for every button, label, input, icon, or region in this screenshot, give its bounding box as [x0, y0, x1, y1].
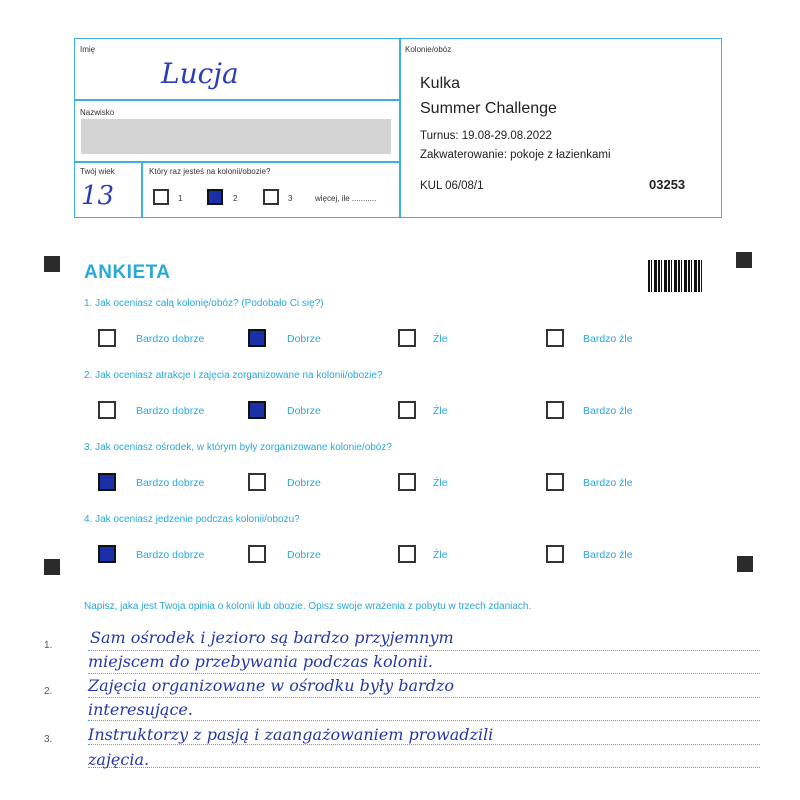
name-label: Imię: [80, 45, 96, 54]
times-option-2: 2: [233, 194, 238, 203]
times-checkbox-2[interactable]: [207, 189, 223, 205]
camp-code: KUL 06/08/1: [420, 180, 484, 192]
question-1-option-3: Źle: [433, 333, 448, 345]
header-divider-2: [75, 161, 399, 163]
answer-line-6: [88, 767, 760, 768]
barcode-icon: [648, 260, 704, 292]
turnus-value: 19.08-29.08.2022: [461, 130, 552, 142]
question-1-checkbox-2[interactable]: [248, 329, 266, 347]
header-box: [74, 38, 722, 218]
question-3-checkbox-2[interactable]: [248, 473, 266, 491]
question-4-option-4: Bardzo źle: [583, 549, 633, 561]
name-value[interactable]: Lucja: [161, 57, 239, 90]
camp-title: Summer Challenge: [420, 100, 557, 117]
camp-name: Kulka: [420, 75, 461, 92]
opinion-number-3: 3.: [44, 734, 53, 745]
question-4-checkbox-4[interactable]: [546, 545, 564, 563]
question-3-checkbox-1[interactable]: [98, 473, 116, 491]
question-3-option-3: Źle: [433, 477, 448, 489]
answer-text-4[interactable]: interesujące.: [88, 700, 193, 719]
form-number: 03253: [649, 177, 686, 192]
question-1-text: 1. Jak oceniasz całą kolonię/obóz? (Podobało Ci się?): [84, 298, 324, 309]
opinion-number-1: 1.: [44, 640, 53, 651]
answer-text-6[interactable]: zajęcia.: [88, 750, 150, 769]
question-1-checkbox-3[interactable]: [398, 329, 416, 347]
question-3-option-2: Dobrze: [287, 477, 321, 489]
answer-line-5: [88, 744, 760, 745]
question-1-option-1: Bardzo dobrze: [136, 333, 205, 345]
times-checkbox-1[interactable]: [153, 189, 169, 205]
question-4-checkbox-3[interactable]: [398, 545, 416, 563]
question-2-option-4: Bardzo źle: [583, 405, 633, 417]
answer-text-3[interactable]: Zajęcia organizowane w ośrodku były bardzo: [88, 676, 454, 695]
question-2-option-2: Dobrze: [287, 405, 321, 417]
question-2-checkbox-3[interactable]: [398, 401, 416, 419]
registration-marker-bottom-right: [737, 556, 753, 572]
times-checkbox-3[interactable]: [263, 189, 279, 205]
answer-line-1: [88, 650, 760, 651]
registration-marker-top-left: [44, 256, 60, 272]
accommodation-row: [420, 149, 611, 161]
registration-marker-top-right: [736, 252, 752, 268]
header-divider-1: [75, 99, 399, 101]
question-1-checkbox-4[interactable]: [546, 329, 564, 347]
answer-line-3: [88, 697, 760, 698]
question-4-option-2: Dobrze: [287, 549, 321, 561]
question-2-checkbox-1[interactable]: [98, 401, 116, 419]
surname-label: Nazwisko: [80, 108, 115, 117]
camp-label: Kolonie/obóz: [405, 45, 452, 54]
question-4-text: 4. Jak oceniasz jedzenie podczas kolonii/obozu?: [84, 514, 300, 525]
registration-marker-bottom-left: [44, 559, 60, 575]
question-1-checkbox-1[interactable]: [98, 329, 116, 347]
answer-text-2[interactable]: miejscem do przebywania podczas kolonii.: [88, 652, 433, 671]
question-4-option-1: Bardzo dobrze: [136, 549, 205, 561]
answer-line-4: [88, 720, 760, 721]
times-option-1: 1: [178, 194, 183, 203]
opinion-prompt: Napisz, jaka jest Twoja opinia o kolonii lub obozie. Opisz swoje wrażenia z pobytu w trzech zdaniach.: [84, 601, 532, 612]
question-2-checkbox-2[interactable]: [248, 401, 266, 419]
header-divider-vertical: [399, 39, 401, 217]
question-3-checkbox-3[interactable]: [398, 473, 416, 491]
question-2-option-3: Źle: [433, 405, 448, 417]
question-3-text: 3. Jak oceniasz ośrodek, w którym były zorganizowane kolonie/obóz?: [84, 442, 392, 453]
accommodation-label: Zakwaterowanie:: [420, 149, 507, 161]
question-1-option-4: Bardzo źle: [583, 333, 633, 345]
header-divider-age: [141, 161, 143, 217]
times-option-3: 3: [288, 194, 293, 203]
surname-redacted: [81, 119, 391, 154]
turnus-label: Turnus:: [420, 130, 459, 142]
question-2-checkbox-4[interactable]: [546, 401, 564, 419]
question-1-option-2: Dobrze: [287, 333, 321, 345]
turnus-row: [420, 130, 552, 142]
survey-title: ANKIETA: [84, 262, 171, 283]
question-3-option-4: Bardzo źle: [583, 477, 633, 489]
opinion-number-2: 2.: [44, 686, 53, 697]
answer-text-1[interactable]: Sam ośrodek i jezioro są bardzo przyjemnym: [90, 628, 454, 647]
age-value[interactable]: 13: [81, 181, 115, 211]
answer-text-5[interactable]: Instruktorzy z pasją i zaangażowaniem prowadzili: [88, 725, 494, 744]
question-4-option-3: Źle: [433, 549, 448, 561]
age-label: Twój wiek: [80, 167, 115, 176]
question-2-text: 2. Jak oceniasz atrakcje i zajęcia zorganizowane na kolonii/obozie?: [84, 370, 383, 381]
question-3-option-1: Bardzo dobrze: [136, 477, 205, 489]
times-label: Który raz jesteś na kolonii/obozie?: [149, 167, 271, 176]
question-3-checkbox-4[interactable]: [546, 473, 564, 491]
answer-line-2: [88, 673, 760, 674]
accommodation-value: pokoje z łazienkami: [510, 149, 611, 161]
question-4-checkbox-2[interactable]: [248, 545, 266, 563]
question-4-checkbox-1[interactable]: [98, 545, 116, 563]
question-2-option-1: Bardzo dobrze: [136, 405, 205, 417]
times-option-more: więcej, ile ...........: [315, 194, 377, 203]
